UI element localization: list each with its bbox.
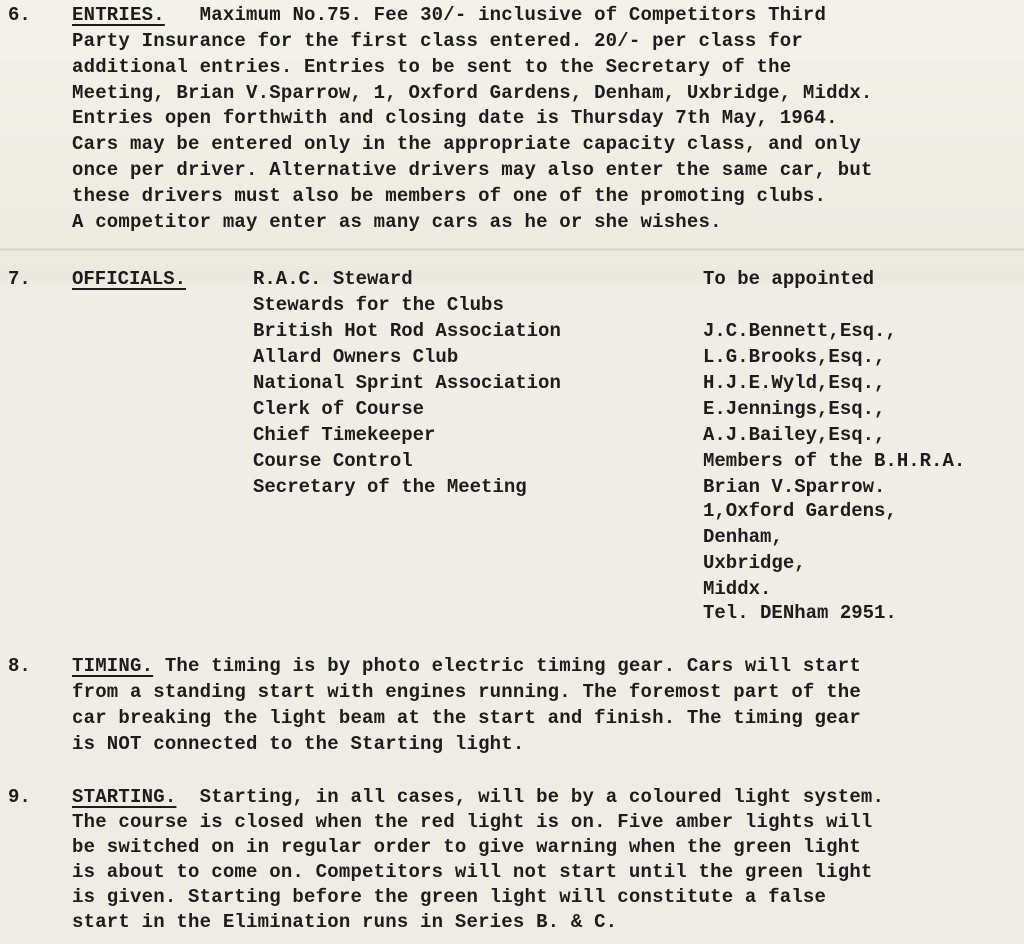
text-line: is about to come on. Competitors will not start until the green light [72, 861, 873, 883]
official-role: Course Control [253, 450, 413, 472]
section-heading: ENTRIES. [72, 4, 165, 26]
section-first-line [72, 655, 861, 677]
section-first-line [72, 786, 884, 808]
section-heading: STARTING. [72, 786, 177, 808]
official-role: Clerk of Course [253, 398, 425, 420]
section-number: 6. [8, 4, 31, 26]
address-line: Middx. [703, 578, 772, 600]
text-line: these drivers must also be members of one of the promoting clubs. [72, 185, 827, 207]
text-line: Meeting, Brian V.Sparrow, 1, Oxford Gardens, Denham, Uxbridge, Middx. [72, 82, 873, 104]
text-line: A competitor may enter as many cars as he or she wishes. [72, 211, 722, 233]
section-heading: OFFICIALS. [72, 268, 187, 290]
official-role: R.A.C. Steward [253, 268, 413, 290]
official-name: To be appointed [703, 268, 875, 290]
section-text: Maximum No.75. Fee 30/- inclusive of Competitors Third [164, 4, 827, 26]
text-line: Party Insurance for the first class entered. 20/- per class for [72, 30, 803, 52]
official-role: National Sprint Association [253, 372, 561, 394]
official-name: J.C.Bennett,Esq., [703, 320, 897, 342]
address-line: Tel. DENham 2951. [703, 602, 897, 624]
section-number: 8. [8, 655, 31, 677]
section-text: Starting, in all cases, will be by a coloured light system. [176, 786, 885, 808]
official-role: Secretary of the Meeting [253, 476, 527, 498]
official-name: Members of the B.H.R.A. [703, 450, 966, 472]
text-line: Entries open forthwith and closing date is Thursday 7th May, 1964. [72, 107, 838, 129]
text-line: is given. Starting before the green light will constitute a false [72, 886, 827, 908]
official-role: Stewards for the Clubs [253, 294, 504, 316]
official-name: E.Jennings,Esq., [703, 398, 886, 420]
section-number: 7. [8, 268, 31, 290]
official-name: H.J.E.Wyld,Esq., [703, 372, 886, 394]
text-line: is NOT connected to the Starting light. [72, 733, 525, 755]
text-line: from a standing start with engines running. The foremost part of the [72, 681, 861, 703]
official-name: A.J.Bailey,Esq., [703, 424, 886, 446]
text-line: The course is closed when the red light is on. Five amber lights will [72, 811, 873, 833]
address-line: 1,Oxford Gardens, [703, 500, 897, 522]
paper-fold [0, 248, 1024, 251]
text-line: start in the Elimination runs in Series B. & C. [72, 911, 618, 933]
address-line: Denham, [703, 526, 783, 548]
official-role: Allard Owners Club [253, 346, 459, 368]
text-line: be switched on in regular order to give warning when the green light [72, 836, 861, 858]
official-role: Chief Timekeeper [253, 424, 436, 446]
text-line: once per driver. Alternative drivers may also enter the same car, but [72, 159, 873, 181]
text-line: car breaking the light beam at the start and finish. The timing gear [72, 707, 861, 729]
text-line: additional entries. Entries to be sent to the Secretary of the [72, 56, 792, 78]
address-line: Uxbridge, [703, 552, 806, 574]
official-name: L.G.Brooks,Esq., [703, 346, 886, 368]
section-number: 9. [8, 786, 31, 808]
official-role: British Hot Rod Association [253, 320, 561, 342]
text-line: Cars may be entered only in the appropriate capacity class, and only [72, 133, 861, 155]
official-name: Brian V.Sparrow. [703, 476, 886, 498]
section-heading: TIMING. [72, 655, 154, 677]
section-text: The timing is by photo electric timing gear. Cars will start [153, 655, 861, 677]
section-first-line [72, 4, 826, 26]
